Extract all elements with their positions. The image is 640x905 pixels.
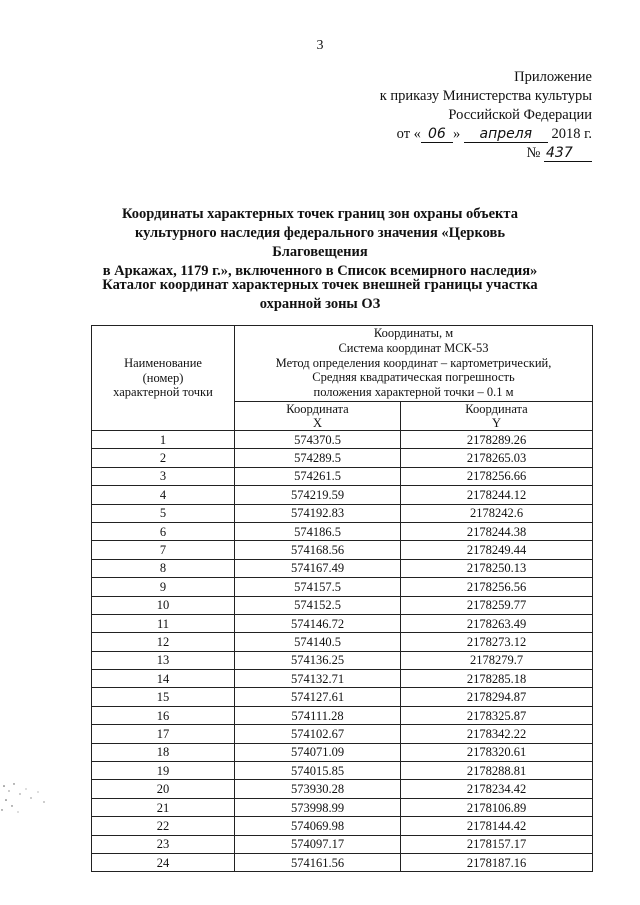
date-month-handwritten: апреля xyxy=(464,127,548,143)
appendix-line-2: к приказу Министерства культуры xyxy=(379,88,592,104)
y-coordinate-cell: 2178320.61 xyxy=(401,743,593,761)
point-number-cell: 9 xyxy=(92,578,235,596)
y-coordinate-cell: 2178289.26 xyxy=(401,431,593,449)
x-coordinate-cell: 573930.28 xyxy=(235,780,401,798)
table-row xyxy=(92,486,593,504)
number-prefix: № xyxy=(526,145,541,161)
table-row xyxy=(92,743,593,761)
point-name-header xyxy=(92,326,235,431)
coordinates-table xyxy=(91,325,593,872)
x-coordinate-cell: 574289.5 xyxy=(235,449,401,467)
system-header-line-4: Средняя квадратическая погрешность xyxy=(312,370,515,385)
point-number-cell: 4 xyxy=(92,486,235,504)
point-number-cell: 20 xyxy=(92,780,235,798)
table-row xyxy=(92,835,593,853)
x-coordinate-header xyxy=(235,402,401,431)
point-number-cell: 19 xyxy=(92,762,235,780)
x-coordinate-cell: 574146.72 xyxy=(235,614,401,632)
point-number-cell: 18 xyxy=(92,743,235,761)
y-coordinate-cell: 2178294.87 xyxy=(401,688,593,706)
page-number: 3 xyxy=(316,38,324,53)
x-coordinate-cell: 574015.85 xyxy=(235,762,401,780)
point-number-cell: 16 xyxy=(92,706,235,724)
date-year: 2018 г. xyxy=(551,126,592,142)
x-coordinate-cell: 574102.67 xyxy=(235,725,401,743)
point-name-header-line-2: (номер) xyxy=(142,370,184,385)
table-row xyxy=(92,467,593,485)
x-coordinate-cell: 574127.61 xyxy=(235,688,401,706)
point-number-cell: 3 xyxy=(92,467,235,485)
x-coordinate-cell: 574136.25 xyxy=(235,651,401,669)
system-header-line-2: Система координат МСК-53 xyxy=(338,340,489,355)
table-row xyxy=(92,578,593,596)
table-row xyxy=(92,688,593,706)
table-row xyxy=(92,541,593,559)
x-coordinate-cell: 574097.17 xyxy=(235,835,401,853)
coordinates-table-body xyxy=(92,431,593,872)
x-coordinate-cell: 574261.5 xyxy=(235,467,401,485)
point-number-cell: 10 xyxy=(92,596,235,614)
y-coordinate-cell: 2178265.03 xyxy=(401,449,593,467)
system-header-line-3: Метод определения координат – картометрический, xyxy=(275,355,552,370)
x-coordinate-cell: 574157.5 xyxy=(235,578,401,596)
date-day-handwritten: 06 xyxy=(421,127,453,143)
y-coordinate-cell: 2178250.13 xyxy=(401,559,593,577)
point-number-cell: 23 xyxy=(92,835,235,853)
point-number-cell: 8 xyxy=(92,559,235,577)
x-coordinate-cell: 574069.98 xyxy=(235,817,401,835)
y-coordinate-cell: 2178144.42 xyxy=(401,817,593,835)
y-coordinate-cell: 2178256.56 xyxy=(401,578,593,596)
table-row xyxy=(92,725,593,743)
table-row xyxy=(92,614,593,632)
table-row xyxy=(92,633,593,651)
y-coordinate-cell: 2178288.81 xyxy=(401,762,593,780)
x-coordinate-cell: 574111.28 xyxy=(235,706,401,724)
appendix-line-1: Приложение xyxy=(514,69,592,85)
y-coordinate-cell: 2178244.12 xyxy=(401,486,593,504)
point-number-cell: 12 xyxy=(92,633,235,651)
x-coordinate-cell: 574167.49 xyxy=(235,559,401,577)
point-number-cell: 7 xyxy=(92,541,235,559)
document-title xyxy=(95,205,545,281)
y-coordinate-cell: 2178234.42 xyxy=(401,780,593,798)
table-row xyxy=(92,522,593,540)
catalog-title-line-1: Каталог координат характерных точек внешней границы участка xyxy=(102,277,538,293)
x-coordinate-cell: 574192.83 xyxy=(235,504,401,522)
date-prefix: от « xyxy=(396,126,421,142)
x-header-line-2: X xyxy=(312,416,323,430)
system-header-line-1: Координаты, м xyxy=(373,326,454,340)
table-row xyxy=(92,706,593,724)
table-row xyxy=(92,817,593,835)
point-name-header-line-1: Наименование xyxy=(124,355,202,370)
table-row xyxy=(92,780,593,798)
point-number-cell: 11 xyxy=(92,614,235,632)
x-coordinate-cell: 574140.5 xyxy=(235,633,401,651)
y-coordinate-header xyxy=(401,402,593,431)
catalog-title-line-2: охранной зоны ОЗ xyxy=(259,296,381,312)
y-coordinate-cell: 2178256.66 xyxy=(401,467,593,485)
point-number-cell: 2 xyxy=(92,449,235,467)
appendix-line-3: Российской Федерации xyxy=(448,107,592,123)
table-row xyxy=(92,853,593,871)
y-coordinate-cell: 2178285.18 xyxy=(401,670,593,688)
y-coordinate-cell: 2178187.16 xyxy=(401,853,593,871)
x-coordinate-cell: 574071.09 xyxy=(235,743,401,761)
table-row xyxy=(92,762,593,780)
appendix-block xyxy=(380,68,592,163)
point-number-cell: 14 xyxy=(92,670,235,688)
y-header-line-2: Y xyxy=(491,416,502,430)
y-coordinate-cell: 2178342.22 xyxy=(401,725,593,743)
y-coordinate-cell: 2178249.44 xyxy=(401,541,593,559)
x-coordinate-cell: 573998.99 xyxy=(235,798,401,816)
document-title-line-1: Координаты характерных точек границ зон охраны объекта xyxy=(122,206,518,222)
coordinate-system-header xyxy=(235,326,593,402)
appendix-number-line xyxy=(380,144,592,163)
date-mid: » xyxy=(452,126,461,142)
x-coordinate-cell: 574186.5 xyxy=(235,522,401,540)
y-coordinate-cell: 2178325.87 xyxy=(401,706,593,724)
appendix-date-line xyxy=(380,125,592,144)
point-number-cell: 13 xyxy=(92,651,235,669)
point-name-header-line-3: характерной точки xyxy=(113,385,213,400)
y-coordinate-cell: 2178157.17 xyxy=(401,835,593,853)
point-number-cell: 17 xyxy=(92,725,235,743)
point-number-cell: 21 xyxy=(92,798,235,816)
document-title-line-2: культурного наследия федерального значения «Церковь Благовещения xyxy=(134,225,506,260)
table-row xyxy=(92,559,593,577)
y-coordinate-cell: 2178279.7 xyxy=(401,651,593,669)
x-coordinate-cell: 574370.5 xyxy=(235,431,401,449)
y-coordinate-cell: 2178106.89 xyxy=(401,798,593,816)
point-number-cell: 6 xyxy=(92,522,235,540)
catalog-title xyxy=(100,276,540,314)
table-row xyxy=(92,431,593,449)
x-coordinate-cell: 574219.59 xyxy=(235,486,401,504)
document-title-line-3: в Аркажах, 1179 г.», включенного в Список всемирного наследия» xyxy=(102,263,538,279)
y-header-line-1: Координата xyxy=(465,402,528,416)
table-row xyxy=(92,651,593,669)
x-coordinate-cell: 574132.71 xyxy=(235,670,401,688)
table-row xyxy=(92,504,593,522)
y-coordinate-cell: 2178263.49 xyxy=(401,614,593,632)
order-number-handwritten: 437 xyxy=(544,146,592,162)
y-coordinate-cell: 2178259.77 xyxy=(401,596,593,614)
x-coordinate-cell: 574168.56 xyxy=(235,541,401,559)
point-number-cell: 24 xyxy=(92,853,235,871)
x-header-line-1: Координата xyxy=(286,402,349,416)
y-coordinate-cell: 2178242.6 xyxy=(401,504,593,522)
point-number-cell: 22 xyxy=(92,817,235,835)
table-row xyxy=(92,596,593,614)
y-coordinate-cell: 2178244.38 xyxy=(401,522,593,540)
scan-noise-mark xyxy=(0,780,50,820)
table-row xyxy=(92,670,593,688)
point-number-cell: 1 xyxy=(92,431,235,449)
point-number-cell: 15 xyxy=(92,688,235,706)
table-row xyxy=(92,798,593,816)
point-number-cell: 5 xyxy=(92,504,235,522)
x-coordinate-cell: 574161.56 xyxy=(235,853,401,871)
y-coordinate-cell: 2178273.12 xyxy=(401,633,593,651)
system-header-line-5: положения характерной точки – 0.1 м xyxy=(313,385,514,400)
table-row xyxy=(92,449,593,467)
x-coordinate-cell: 574152.5 xyxy=(235,596,401,614)
